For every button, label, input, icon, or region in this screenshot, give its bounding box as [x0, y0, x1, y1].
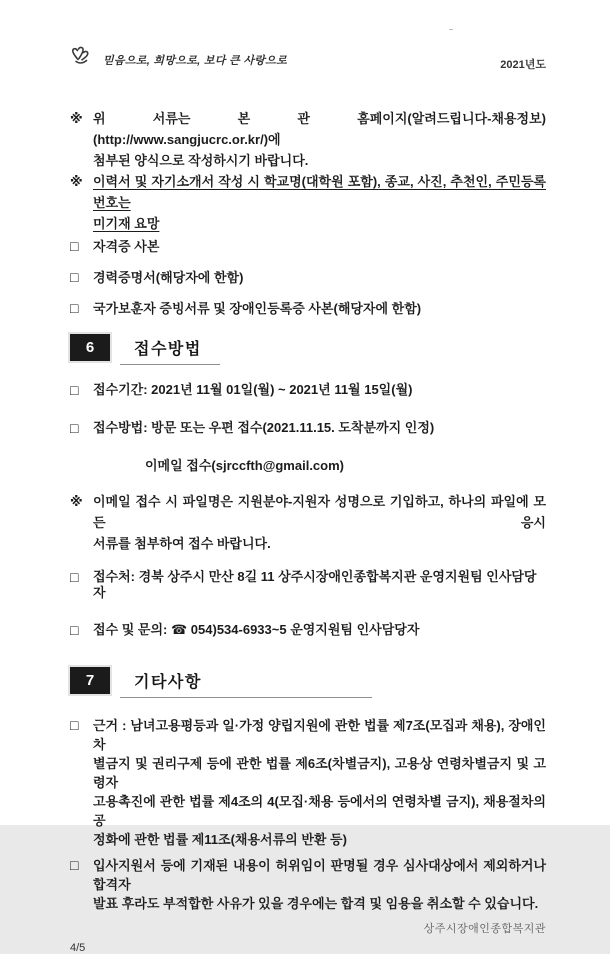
section-number-badge: 7	[70, 667, 110, 694]
note-text	[93, 171, 546, 234]
item-false-statement-warning	[70, 856, 546, 913]
footer-organization: 상주시장애인종합복지관	[423, 923, 546, 935]
item-label	[93, 622, 419, 639]
section-number-badge: 6	[70, 334, 110, 361]
people-embrace-logo-icon	[70, 46, 97, 69]
note-line: 위 서류는 본 관 홈페이지(알려드립니다-채용정보)(http://www.sangjucrc.or.kr/)에	[93, 111, 546, 147]
checkbox-icon: □	[70, 717, 79, 733]
contact-number: 054)534-6933~5 운영지원팀 인사담당자	[190, 622, 420, 637]
checkbox-icon: □	[70, 238, 79, 254]
section-header-application-method	[70, 333, 546, 361]
item-label: 접수방법: 방문 또는 우편 접수(2021.11.15. 도착분까지 인정)	[93, 420, 435, 435]
checkbox-icon: □	[70, 382, 79, 398]
slogan-text: 믿음으로, 희망으로, 보다 큰 사랑으로	[103, 54, 288, 67]
paragraph-line: 별금지 및 권리구제 등에 관한 법률 제6조(차별금지), 고용상 연령차별금지 및 고령자	[93, 756, 546, 790]
document-checklist	[70, 238, 546, 317]
checkbox-icon: □	[70, 857, 79, 873]
section-title: 기타사항	[134, 673, 202, 691]
page-number: 4/5	[70, 942, 86, 954]
item-label: 접수처: 경북 상주시 만산 8길 11 상주시장애인종합복지관 운영지원팀 인사담당자	[93, 569, 537, 600]
item-label: 접수기간: 2021년 11월 01일(월) ~ 2021년 11월 15일(월)	[93, 382, 413, 397]
reference-mark-icon: ※	[70, 111, 83, 126]
paragraph-text	[93, 856, 546, 913]
year-label: 2021년도	[500, 59, 546, 71]
item-application-period	[70, 382, 546, 399]
item-legal-basis	[70, 716, 546, 849]
page-header	[70, 46, 546, 70]
checkbox-icon: □	[70, 269, 79, 285]
checkbox-icon: □	[70, 420, 79, 436]
note-no-personal-info	[70, 171, 546, 234]
checklist-item-career	[70, 269, 546, 286]
paragraph-line: 발표 후라도 부적합한 사유가 있을 경우에는 합격 및 임용을 취소할 수 있습니다.	[93, 896, 539, 911]
note-line: 이력서 및 자기소개서 작성 시 학교명(대학원 포함), 종교, 사진, 추천인, 주민등록번호는	[93, 174, 546, 210]
section-title: 접수방법	[134, 340, 202, 358]
note-text	[93, 491, 546, 554]
section-header-other-matters	[70, 666, 546, 694]
paragraph-line: 근거 : 남녀고용평등과 일·가정 양립지원에 관한 법률 제7조(모집과 채용), 장애인 차	[93, 718, 546, 752]
section-title-underline	[120, 697, 372, 698]
scan-artifact	[449, 29, 453, 30]
note-line: 미기재 요망	[93, 216, 160, 231]
checkbox-icon: □	[70, 622, 79, 638]
checkbox-icon: □	[70, 569, 79, 585]
item-email-submission: 이메일 접수(sjrccfth@gmail.com)	[145, 458, 344, 473]
reference-mark-icon: ※	[70, 494, 83, 509]
note-text	[93, 108, 546, 171]
paragraph-line: 입사지원서 등에 기재된 내용이 허위임이 판명될 경우 심사대상에서 제외하거나 합격자	[93, 858, 546, 892]
paragraph-line: 고용촉진에 관한 법률 제4조의 4(모집·채용 등에서의 연령차별 금지), 채용절차의 공	[93, 794, 546, 828]
checklist-label: 경력증명서(해당자에 한함)	[93, 270, 244, 285]
reference-mark-icon: ※	[70, 174, 83, 189]
checklist-label: 국가보훈자 증빙서류 및 장애인등록증 사본(해당자에 한함)	[93, 301, 422, 316]
checkbox-icon: □	[70, 300, 79, 316]
contact-label: 접수 및 문의:	[93, 622, 168, 637]
item-application-method	[70, 420, 546, 437]
note-homepage-form	[70, 108, 546, 171]
item-contact	[70, 622, 546, 639]
note-email-filename	[70, 491, 546, 554]
section-title-underline	[120, 364, 220, 365]
phone-icon: ☎	[170, 622, 188, 637]
checklist-label: 자격증 사본	[93, 239, 160, 254]
note-line: 이메일 접수 시 파일명은 지원분야-지원자 성명으로 기입하고, 하나의 파일에 모든 응시	[93, 494, 546, 530]
note-line: 첨부된 양식으로 작성하시기 바랍니다.	[93, 153, 309, 168]
paragraph-text	[93, 716, 546, 849]
item-submission-address	[70, 569, 546, 601]
note-line: 서류를 첨부하여 접수 바랍니다.	[93, 536, 271, 551]
checklist-item-license	[70, 238, 546, 255]
checklist-item-veteran-disability	[70, 300, 546, 317]
paragraph-line: 정화에 관한 법률 제11조(채용서류의 반환 등)	[93, 832, 347, 847]
brand-area	[70, 46, 287, 69]
